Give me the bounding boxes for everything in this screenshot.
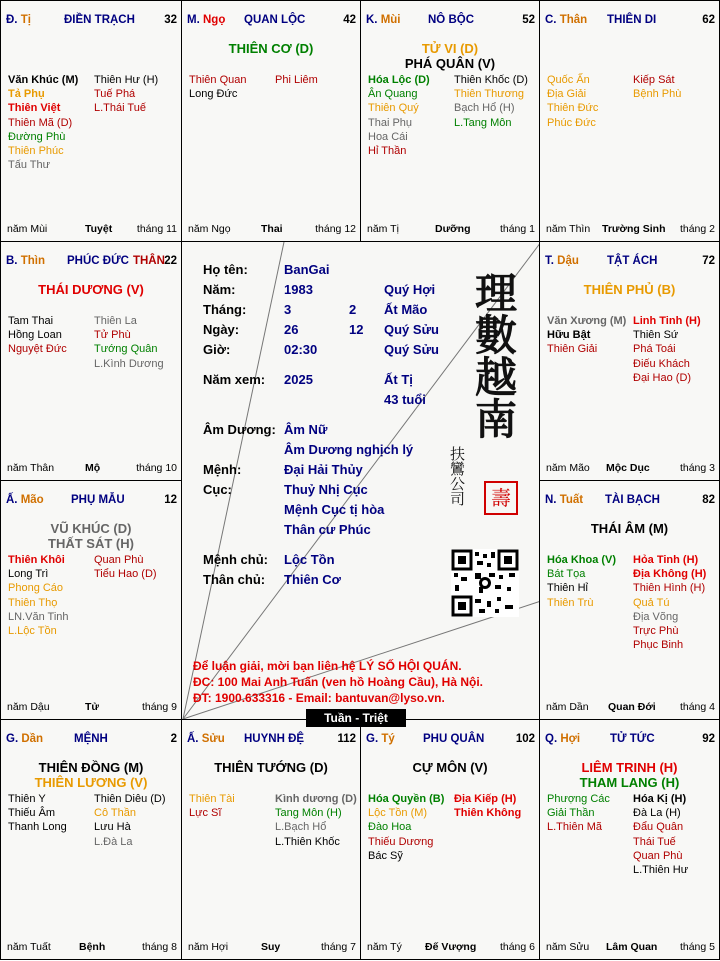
palace-header [545, 733, 715, 749]
star-column [8, 314, 67, 357]
major-star: PHÁ QUÂN (V) [404, 56, 496, 71]
palace-cell-than [539, 0, 720, 242]
minor-star: Cô Thần [94, 807, 136, 820]
day-can: Quý Sửu [384, 322, 439, 337]
palace-number: 22 [164, 255, 177, 267]
minor-star: Quốc Ấn [547, 74, 590, 86]
palace-number: 52 [522, 14, 535, 26]
month-label: tháng 8 [141, 941, 177, 953]
month-label: tháng 11 [136, 223, 177, 235]
life-stage: Thai [261, 223, 283, 235]
major-star: THIÊN ĐỒNG (M) [38, 760, 144, 775]
minor-star: Thiên Tài [189, 793, 235, 805]
branch-label: K. Mùi [366, 14, 401, 26]
palace-number: 112 [337, 733, 356, 745]
minor-star: Thiên Sứ [633, 329, 679, 342]
year-label: năm Dần [546, 701, 589, 713]
major-star: LIÊM TRINH (H) [581, 760, 678, 775]
minor-star: Phúc Đức [547, 116, 596, 129]
minor-star: Trực Phù [633, 625, 679, 638]
hour-label: Giờ: [203, 342, 231, 357]
tuan-triet-label: Tuần - Triệt [306, 709, 406, 727]
major-star: THẤT SÁT (H) [48, 536, 134, 551]
palace-name: TÀI BẠCH [605, 494, 660, 506]
minor-star: Thiên La [94, 315, 137, 327]
minor-star: L.Thiên Hư [633, 864, 689, 877]
year-label: năm Hợi [188, 941, 229, 953]
minor-star: Lực Sĩ [189, 807, 222, 820]
year-value: 1983 [284, 282, 313, 297]
menh-value: Đại Hải Thủy [284, 462, 363, 477]
month-label: tháng 9 [141, 701, 177, 713]
cuc-value-3: Thân cư Phúc [284, 522, 371, 537]
palace-name: PHU QUÂN [423, 733, 485, 745]
palace-header [6, 255, 177, 271]
center-info [181, 241, 539, 719]
month-label: tháng 2 [679, 223, 715, 235]
minor-star: L.Bạch Hổ [275, 821, 327, 834]
palace-cell-dan [0, 719, 182, 960]
palace-number: 72 [702, 255, 715, 267]
minor-star: Thai Phụ [368, 116, 413, 129]
minor-star: Hỉ Thần [368, 145, 407, 158]
minor-star: Hóa Quyền (B) [368, 793, 445, 805]
minor-star: Thiên Quan [189, 74, 247, 86]
minor-star: Long Đức [189, 88, 238, 101]
year-label: năm Tuất [7, 941, 51, 953]
minor-star: Thiên Hư (H) [94, 74, 159, 86]
palace-name: TẬT ÁCH [607, 255, 658, 267]
seal-stamp: 壽 [484, 481, 518, 515]
minor-star: Tam Thai [8, 315, 54, 327]
minor-star: Điếu Khách [633, 357, 690, 370]
star-column [189, 73, 246, 101]
minor-star: Phá Toái [633, 343, 676, 356]
star-column [454, 73, 528, 130]
minor-star: Lộc Tồn (M) [368, 807, 428, 820]
star-column [633, 314, 701, 385]
minor-star: Tử Phù [94, 329, 131, 342]
palace-cell-mao [0, 480, 182, 720]
star-column [94, 553, 157, 581]
minor-star: Quan Phù [94, 554, 144, 566]
hour-can: Quý Sửu [384, 342, 439, 357]
minor-star: Quan Phù [633, 849, 683, 862]
major-star: THIÊN CƠ (D) [228, 41, 314, 56]
branch-label: Ấ. Mão [6, 494, 44, 506]
palace-name: ĐIỀN TRẠCH [64, 14, 135, 26]
year-label: năm Mão [546, 462, 590, 474]
minor-star: Thanh Long [8, 821, 67, 834]
cuc-label: Cục: [203, 482, 232, 497]
minor-star: Quả Tú [633, 596, 670, 609]
calligraphy-small: 扶鸞公司 [448, 446, 466, 506]
day-label: Ngày: [203, 322, 240, 337]
palace-name: NÔ BỘC [428, 14, 474, 26]
palace-footer [7, 462, 177, 476]
palace-header [6, 14, 177, 30]
minor-star: Tiểu Hao (D) [94, 568, 157, 581]
palace-footer [7, 223, 177, 237]
palace-number: 12 [164, 494, 177, 506]
palace-number: 102 [515, 733, 535, 745]
major-star: THÁI DƯƠNG (V) [38, 282, 144, 297]
branch-label: G. Tý [366, 733, 395, 745]
month-label: tháng 7 [320, 941, 356, 953]
minor-star: Văn Xương (M) [547, 315, 627, 327]
month-label: tháng 10 [136, 462, 177, 474]
palace-name: PHÚC ĐỨC THÂN [67, 255, 165, 267]
palace-cell-ti [0, 0, 182, 242]
minor-star: Thiên Giải [547, 343, 598, 356]
star-column [275, 792, 357, 849]
palace-header [545, 494, 715, 510]
cuc-value-2: Mệnh Cục tị hòa [284, 502, 385, 517]
minor-star: L.Kình Dương [94, 357, 164, 370]
branch-label: N. Tuất [545, 494, 584, 506]
major-star: THIÊN PHỦ (B) [583, 282, 676, 297]
minor-star: L.Thiên Mã [547, 821, 603, 834]
thanchu-label: Thân chủ: [203, 572, 266, 587]
minor-star: Long Trì [8, 568, 49, 581]
minor-star: Thiên Thọ [8, 596, 58, 609]
minor-star: Bệnh Phù [633, 88, 682, 101]
palace-footer [7, 941, 177, 955]
palace-number: 42 [343, 14, 356, 26]
palace-footer [7, 701, 177, 715]
minor-star: LN.Văn Tinh [8, 610, 69, 623]
palace-number: 82 [702, 494, 715, 506]
minor-star: Đà La (H) [633, 807, 681, 820]
minor-star: Đẩu Quân [633, 821, 684, 834]
minor-star: Địa Võng [633, 610, 679, 623]
minor-star: Thiếu Dương [368, 835, 434, 848]
minor-star: Thiên Việt [8, 102, 61, 115]
major-star: CỰ MÔN (V) [412, 760, 488, 775]
year-label: năm Mùi [7, 223, 48, 235]
palace-name: HUYNH ĐỆ [244, 733, 305, 745]
month-label: tháng 12 [315, 223, 356, 235]
minor-star: Văn Khúc (M) [8, 74, 79, 86]
minor-star: Thiên Đức [547, 102, 599, 115]
palace-cell-mui [360, 0, 540, 242]
branch-label: M. Ngọ [187, 14, 226, 26]
life-stage: Bệnh [79, 941, 106, 953]
palace-cell-tuat [539, 480, 720, 720]
minor-star: Hồng Loan [8, 329, 62, 342]
star-column [8, 792, 67, 835]
palace-footer [367, 941, 535, 955]
star-column [368, 73, 430, 158]
life-stage: Suy [261, 941, 281, 953]
minor-star: Kiếp Sát [633, 74, 675, 86]
name-label: Họ tên: [203, 262, 248, 277]
month-label: tháng 5 [679, 941, 715, 953]
name-value: BanGai [284, 262, 330, 277]
palace-footer [367, 223, 535, 237]
palace-number: 92 [702, 733, 715, 745]
minor-star: L.Lộc Tồn [8, 625, 57, 638]
amduong-value: Âm Nữ [284, 422, 328, 437]
life-stage: Mộ [85, 462, 101, 474]
palace-footer [546, 701, 715, 715]
month-label: tháng 6 [499, 941, 535, 953]
star-column [8, 73, 78, 172]
minor-star: Bác Sỹ [368, 849, 403, 862]
life-stage: Đế Vượng [425, 941, 477, 953]
palace-header [545, 14, 715, 30]
palace-header [6, 494, 177, 510]
menh-label: Mệnh: [203, 462, 242, 477]
star-column [189, 792, 235, 820]
amduong-label: Âm Dương: [203, 422, 276, 437]
life-stage: Trường Sinh [602, 223, 666, 235]
age-value: 43 tuổi [384, 392, 426, 407]
minor-star: Địa Kiếp (H) [454, 793, 517, 805]
minor-star: Phục Binh [633, 639, 684, 652]
palace-name: PHỤ MẪU [71, 494, 125, 506]
minor-star: Hoa Cái [368, 130, 408, 143]
thanchu-value: Thiên Cơ [284, 572, 341, 587]
year-label: năm Sửu [546, 941, 590, 953]
branch-label: G. Dần [6, 733, 44, 745]
minor-star: Thái Tuế [633, 835, 676, 848]
minor-star: Địa Giải [547, 88, 587, 101]
star-column [94, 73, 158, 116]
minor-star: Tang Môn (H) [275, 807, 342, 820]
palace-name: QUAN LỘC [244, 14, 306, 26]
major-star: THIÊN LƯƠNG (V) [34, 775, 148, 790]
minor-star: Địa Không (H) [633, 568, 707, 581]
contact-line-3: ĐT: 1900.633316 - Email: bantuvan@lyso.vn. [193, 691, 445, 705]
minor-star: L.Thiên Khốc [275, 835, 340, 848]
minor-star: Thiên Quý [368, 102, 419, 115]
palace-cell-dau [539, 241, 720, 481]
major-star: THÁI ÂM (M) [590, 521, 669, 536]
palace-footer [188, 941, 356, 955]
branch-label: Q. Hợi [545, 733, 581, 745]
branch-label: Ấ. Sửu [187, 733, 225, 745]
palace-cell-hoi [539, 719, 720, 960]
minor-star: Đại Hao (D) [633, 371, 692, 384]
minor-star: Phượng Các [547, 793, 610, 805]
minor-star: Lưu Hà [94, 821, 131, 834]
palace-header [366, 733, 535, 749]
menhchu-value: Lộc Tồn [284, 552, 335, 567]
minor-star: Tướng Quân [94, 343, 158, 356]
year-can: Quý Hợi [384, 282, 436, 297]
year-label: năm Tý [367, 941, 402, 953]
palace-footer [546, 462, 715, 476]
palace-cell-thin [0, 241, 182, 481]
minor-star: Giải Thần [547, 807, 595, 820]
palace-header [6, 733, 177, 749]
minor-star: Đường Phù [8, 130, 66, 143]
life-stage: Dưỡng [435, 223, 471, 235]
amduong-value-2: Âm Dương nghịch lý [284, 442, 414, 457]
palace-name: MỆNH [74, 733, 108, 745]
cuc-value: Thuỷ Nhị Cục [284, 482, 368, 497]
viewyear-can: Ất Tị [384, 372, 413, 387]
star-column [275, 73, 318, 87]
life-stage: Lâm Quan [606, 941, 658, 953]
major-star: VŨ KHÚC (D) [50, 521, 132, 536]
minor-star: Thiên Hình (H) [633, 582, 706, 595]
star-column [547, 314, 626, 357]
star-column [454, 792, 521, 820]
palace-number: 62 [702, 14, 715, 26]
palace-header [187, 733, 356, 749]
year-label: năm Thân [7, 462, 55, 474]
month-label: Tháng: [203, 302, 247, 317]
major-star: THIÊN TƯỚNG (D) [214, 760, 328, 775]
year-label: năm Tị [367, 223, 399, 235]
minor-star: Tuế Phá [94, 88, 136, 101]
star-column [633, 792, 688, 877]
than-marker: THÂN [132, 255, 165, 267]
star-column [94, 314, 164, 371]
palace-name: TỬ TỨC [610, 733, 655, 745]
star-column [8, 553, 69, 638]
minor-star: Hữu Bật [547, 329, 591, 342]
minor-star: Thiên Y [8, 793, 46, 805]
year-label: năm Thìn [546, 223, 591, 235]
minor-star: Bát Tọa [547, 568, 586, 581]
minor-star: Kình dương (D) [275, 793, 357, 805]
palace-cell-suu [181, 719, 361, 960]
minor-star: Thiên Không [454, 807, 522, 820]
minor-star: Hóa Khoa (V) [547, 554, 617, 566]
palace-footer [546, 223, 715, 237]
minor-star: Phong Cáo [8, 582, 64, 595]
minor-star: Thiên Hỉ [547, 582, 588, 595]
major-star: THAM LANG (H) [579, 775, 680, 790]
minor-star: Thiếu Âm [8, 807, 56, 820]
star-column [547, 73, 598, 130]
minor-star: Thiên Trù [547, 596, 594, 609]
branch-label: T. Dậu [545, 255, 579, 267]
palace-header [366, 14, 535, 30]
star-column [547, 792, 610, 835]
minor-star: Phi Liêm [275, 74, 318, 86]
palace-name: THIÊN DI [607, 14, 657, 26]
month-value: 3 [284, 302, 292, 317]
palace-number: 32 [164, 14, 177, 26]
minor-star: Thiên Mã (D) [8, 116, 73, 129]
qr-code[interactable] [451, 549, 519, 617]
minor-star: Bạch Hổ (H) [454, 102, 515, 115]
life-stage: Mộc Dục [606, 462, 650, 474]
minor-star: Nguyệt Đức [8, 343, 67, 356]
contact-line-1: Để luận giải, mời bạn liên hệ LÝ SỐ HỘI QUÁN. [193, 659, 462, 673]
star-column [633, 73, 681, 101]
year-label: Năm: [203, 282, 236, 297]
minor-star: Hỏa Tinh (H) [633, 554, 699, 566]
minor-star: Thiên Phúc [8, 145, 64, 158]
viewyear-value: 2025 [284, 372, 313, 387]
palace-header [545, 255, 715, 271]
palace-cell-ngo [181, 0, 361, 242]
month-label: tháng 4 [679, 701, 715, 713]
minor-star: Tấu Thư [8, 159, 51, 172]
life-stage: Tuyệt [85, 223, 113, 235]
minor-star: Thiên Khốc (D) [454, 74, 528, 86]
branch-label: Đ. Tị [6, 14, 31, 26]
hour-value: 02:30 [284, 342, 318, 357]
viewyear-label: Năm xem: [203, 372, 266, 387]
major-star: TỬ VI (D) [421, 41, 479, 56]
minor-star: Thiên Diêu (D) [94, 793, 166, 805]
day-lunar: 12 [349, 322, 364, 337]
contact-line-2: ĐC: 100 Mai Anh Tuấn (ven hồ Hoàng Cầu), Hà Nội. [193, 675, 484, 689]
minor-star: Ân Quang [368, 88, 418, 101]
minor-star: Hóa Kị (H) [633, 793, 687, 805]
year-label: năm Dậu [7, 701, 50, 713]
minor-star: Hóa Lộc (D) [368, 74, 430, 86]
menhchu-label: Mệnh chủ: [203, 552, 268, 567]
star-column [547, 553, 616, 610]
life-stage: Quan Đới [608, 701, 656, 713]
minor-star: Tả Phụ [8, 88, 45, 101]
palace-header [187, 14, 356, 30]
minor-star: L.Tang Môn [454, 116, 512, 129]
life-stage: Tử [85, 701, 100, 713]
month-can: Ất Mão [384, 302, 428, 317]
palace-footer [188, 223, 356, 237]
month-lunar: 2 [349, 302, 357, 317]
minor-star: L.Thái Tuế [94, 102, 146, 115]
star-column [94, 792, 166, 849]
star-column [368, 792, 444, 863]
branch-label: C. Thân [545, 14, 588, 26]
star-column [633, 553, 706, 652]
minor-star: Thiên Thương [454, 88, 525, 101]
minor-star: Linh Tinh (H) [633, 315, 701, 327]
palace-cell-ty [360, 719, 540, 960]
year-label: năm Ngọ [188, 223, 231, 235]
palace-footer [546, 941, 715, 955]
palace-number: 2 [170, 733, 177, 745]
branch-label: B. Thìn [6, 255, 45, 267]
minor-star: Thiên Khôi [8, 554, 65, 566]
month-label: tháng 1 [499, 223, 535, 235]
minor-star: Đào Hoa [368, 821, 412, 834]
month-label: tháng 3 [679, 462, 715, 474]
day-value: 26 [284, 322, 299, 337]
calligraphy-logo: 理數越南 [469, 271, 518, 439]
minor-star: L.Đà La [94, 835, 133, 848]
